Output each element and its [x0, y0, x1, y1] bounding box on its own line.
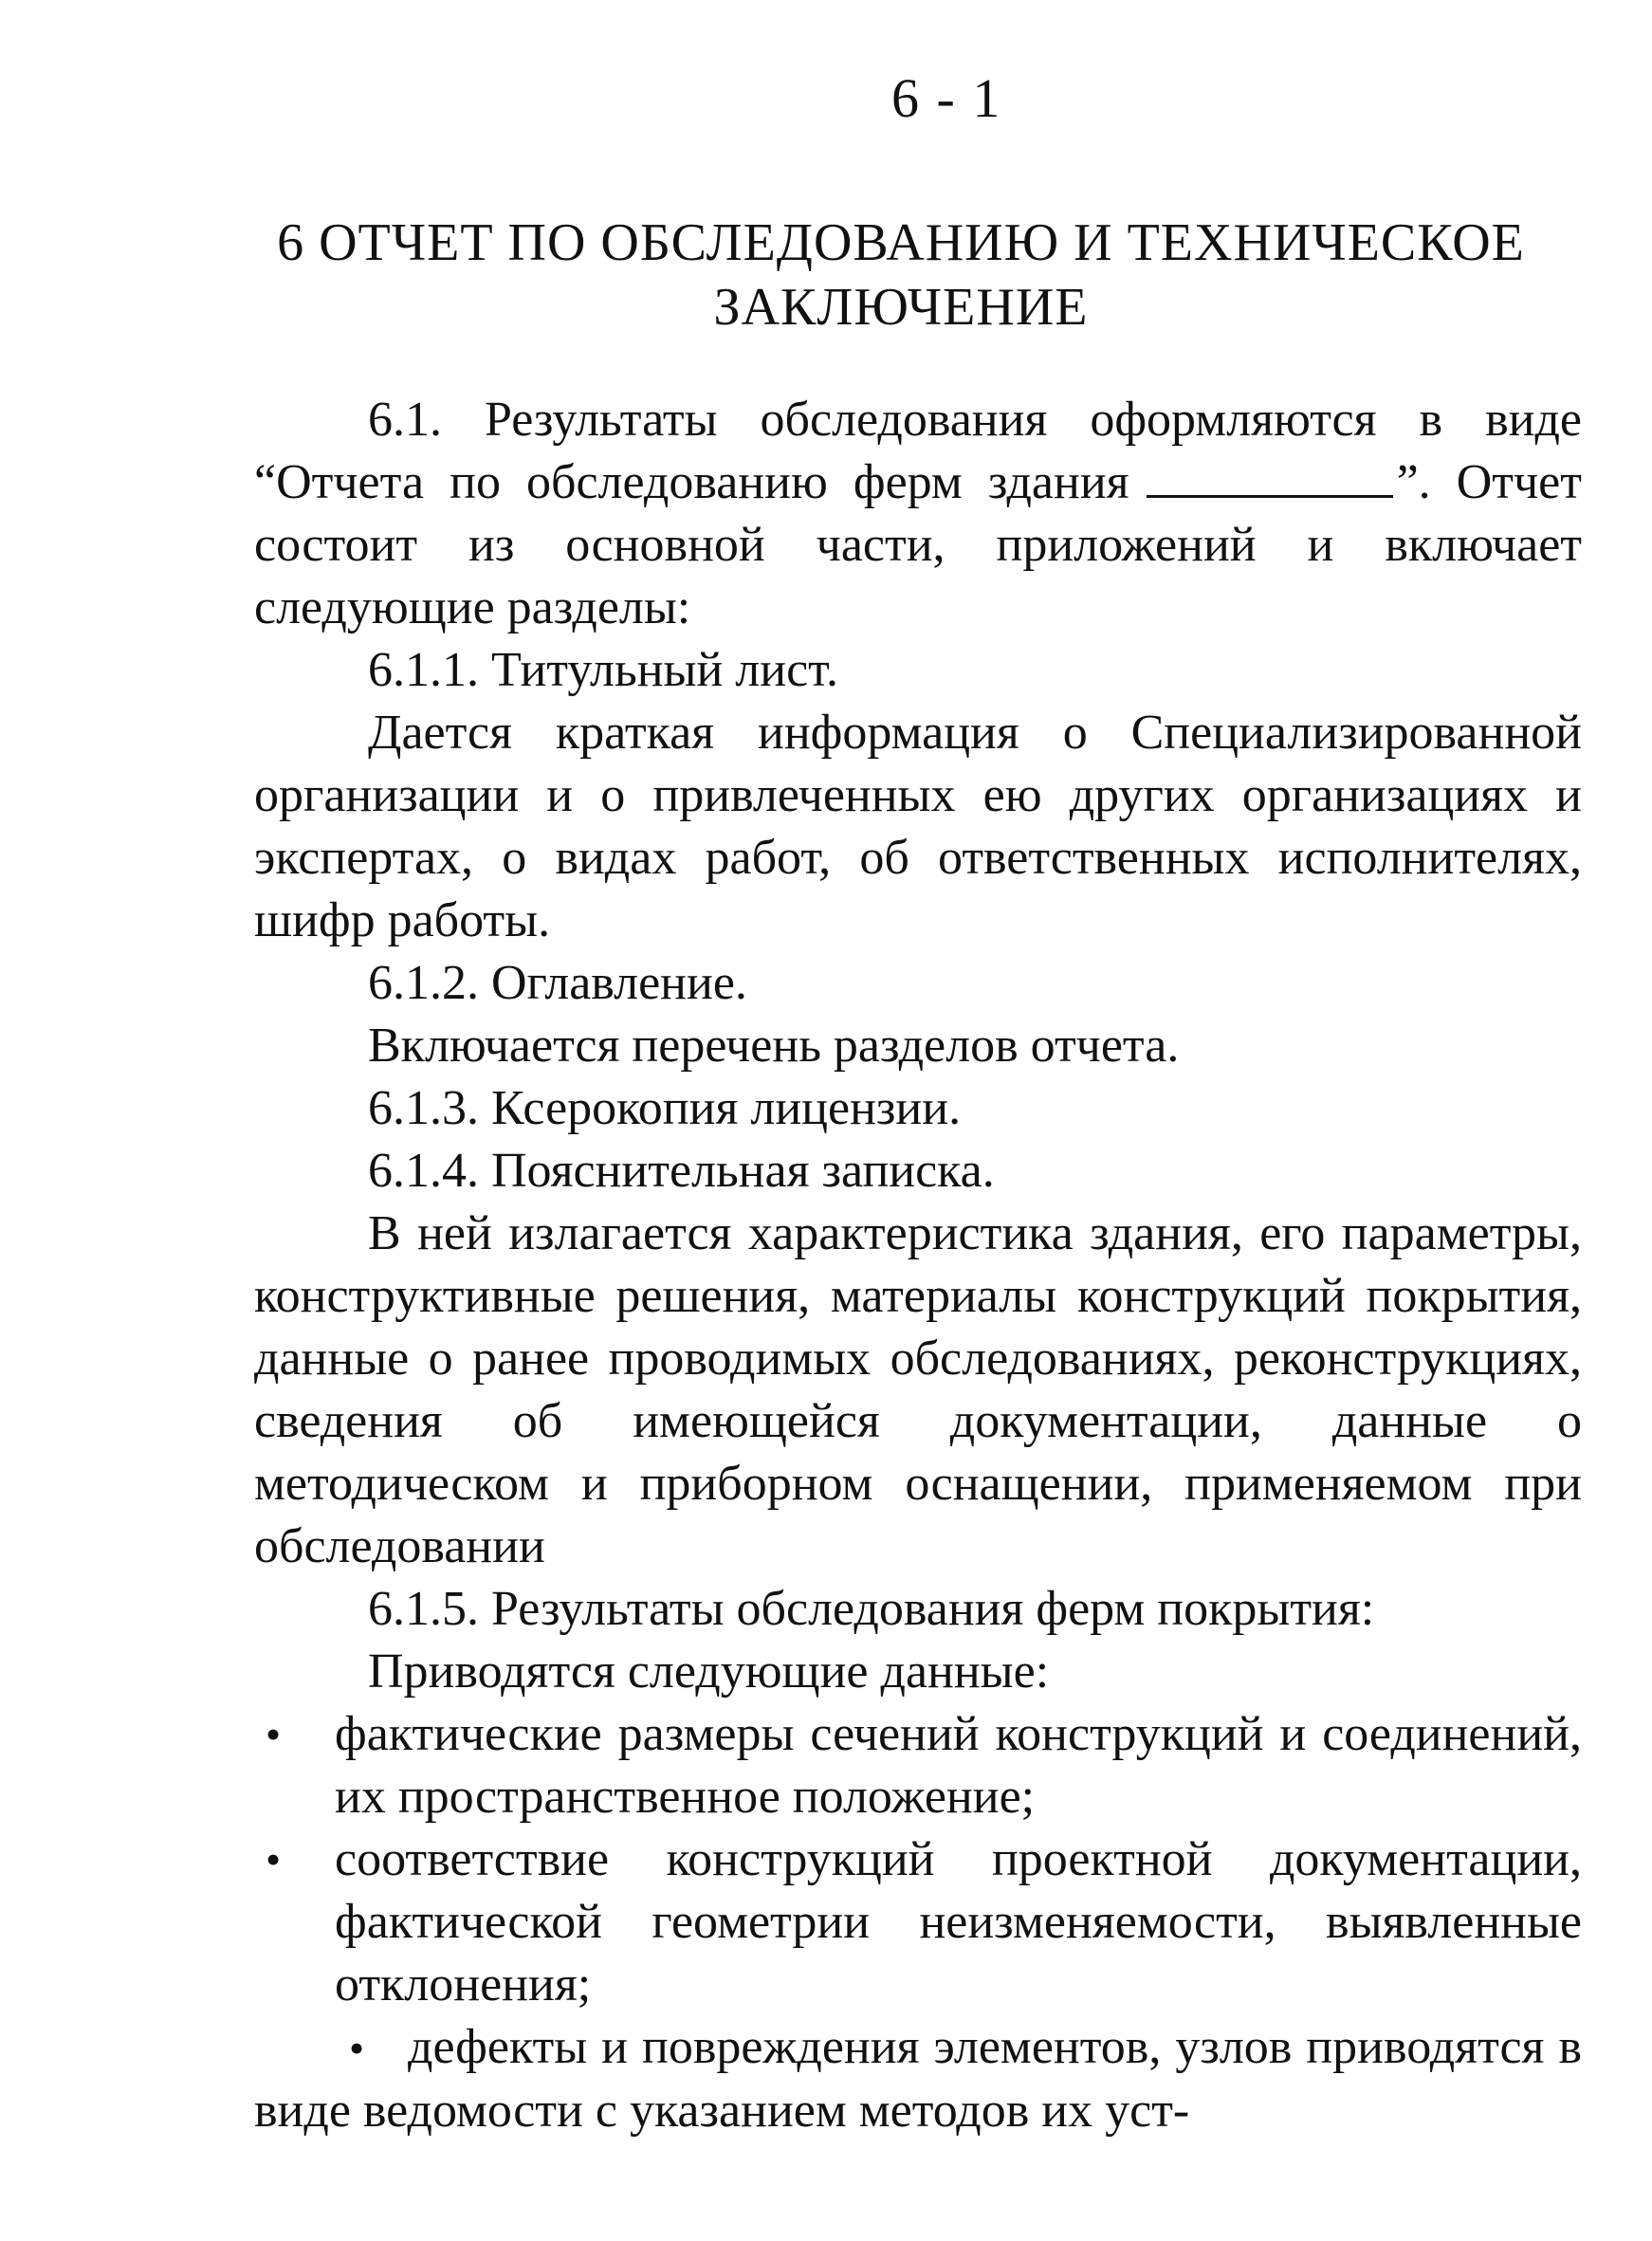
paragraph-6-1-text-start: 6.1. Результаты обследования оформляются в виде “Отчета по обследованию ферм здания [254, 393, 1582, 509]
section-title-line-2: ЗАКЛЮЧЕНИЕ [713, 278, 1089, 337]
paragraph-6-1-2: Включается перечень разделов отчета. [368, 1019, 1180, 1073]
list-item-text: дефекты и повреждения элементов, узлов приводятся в виде ведомости с указанием методов их уст- [254, 2020, 1582, 2138]
heading-6-1-3: 6.1.3. Ксерокопия лицензии. [368, 1081, 962, 1135]
data-list [254, 1703, 1582, 2142]
section-title-line-1: 6 ОТЧЕТ ПО ОБСЛЕДОВАНИЮ И ТЕХНИЧЕСКОЕ [277, 213, 1525, 272]
section-title [218, 211, 1584, 340]
paragraph-6-1-1: Дается краткая информация о Специализированной организации и о привлеченных ею других организациях и экспертах, о видах работ, об ответственных исполнителях, шифр работы. [254, 706, 1582, 947]
bullet-icon: • [349, 2024, 365, 2072]
paragraph-6-1-text-end: ”. Отчет состоит из основной части, приложений и включает следующие разделы: [254, 455, 1582, 634]
list-item [254, 1703, 1582, 1828]
list-item [254, 1828, 1582, 2016]
paragraph-6-1-4: В ней излагается характеристика здания, его параметры, конструктивные решения, материалы конструкций покрытия, данные о ранее проводимых обследованиях, реконструкциях, сведения об имеющейся документации, данные о методическом и приборном оснащении, применяемом при обследовании [254, 1206, 1582, 1573]
paragraph-6-1-5: Приводятся следующие данные: [368, 1644, 1050, 1699]
paragraph-6-1 [254, 389, 1582, 639]
heading-6-1-1: 6.1.1. Титульный лист. [368, 643, 838, 697]
list-item-text: фактические размеры сечений конструкций и соединений, их пространственное положение; [335, 1707, 1582, 1824]
heading-6-1-2: 6.1.2. Оглавление. [368, 956, 747, 1010]
bullet-icon: • [266, 1710, 282, 1758]
heading-6-1-4: 6.1.4. Пояснительная записка. [368, 1144, 995, 1198]
bullet-icon: • [266, 1835, 282, 1883]
heading-6-1-5: 6.1.5. Результаты обследования ферм покрытия: [368, 1582, 1375, 1636]
list-item-text: соответствие конструкций проектной документации, фактической геометрии неизменяемости, выявленные отклонения; [335, 1832, 1582, 2011]
page-number: 6 - 1 [891, 67, 1002, 129]
list-item [254, 2016, 1582, 2142]
building-name-blank [1147, 457, 1393, 498]
document-body [254, 389, 1582, 2142]
